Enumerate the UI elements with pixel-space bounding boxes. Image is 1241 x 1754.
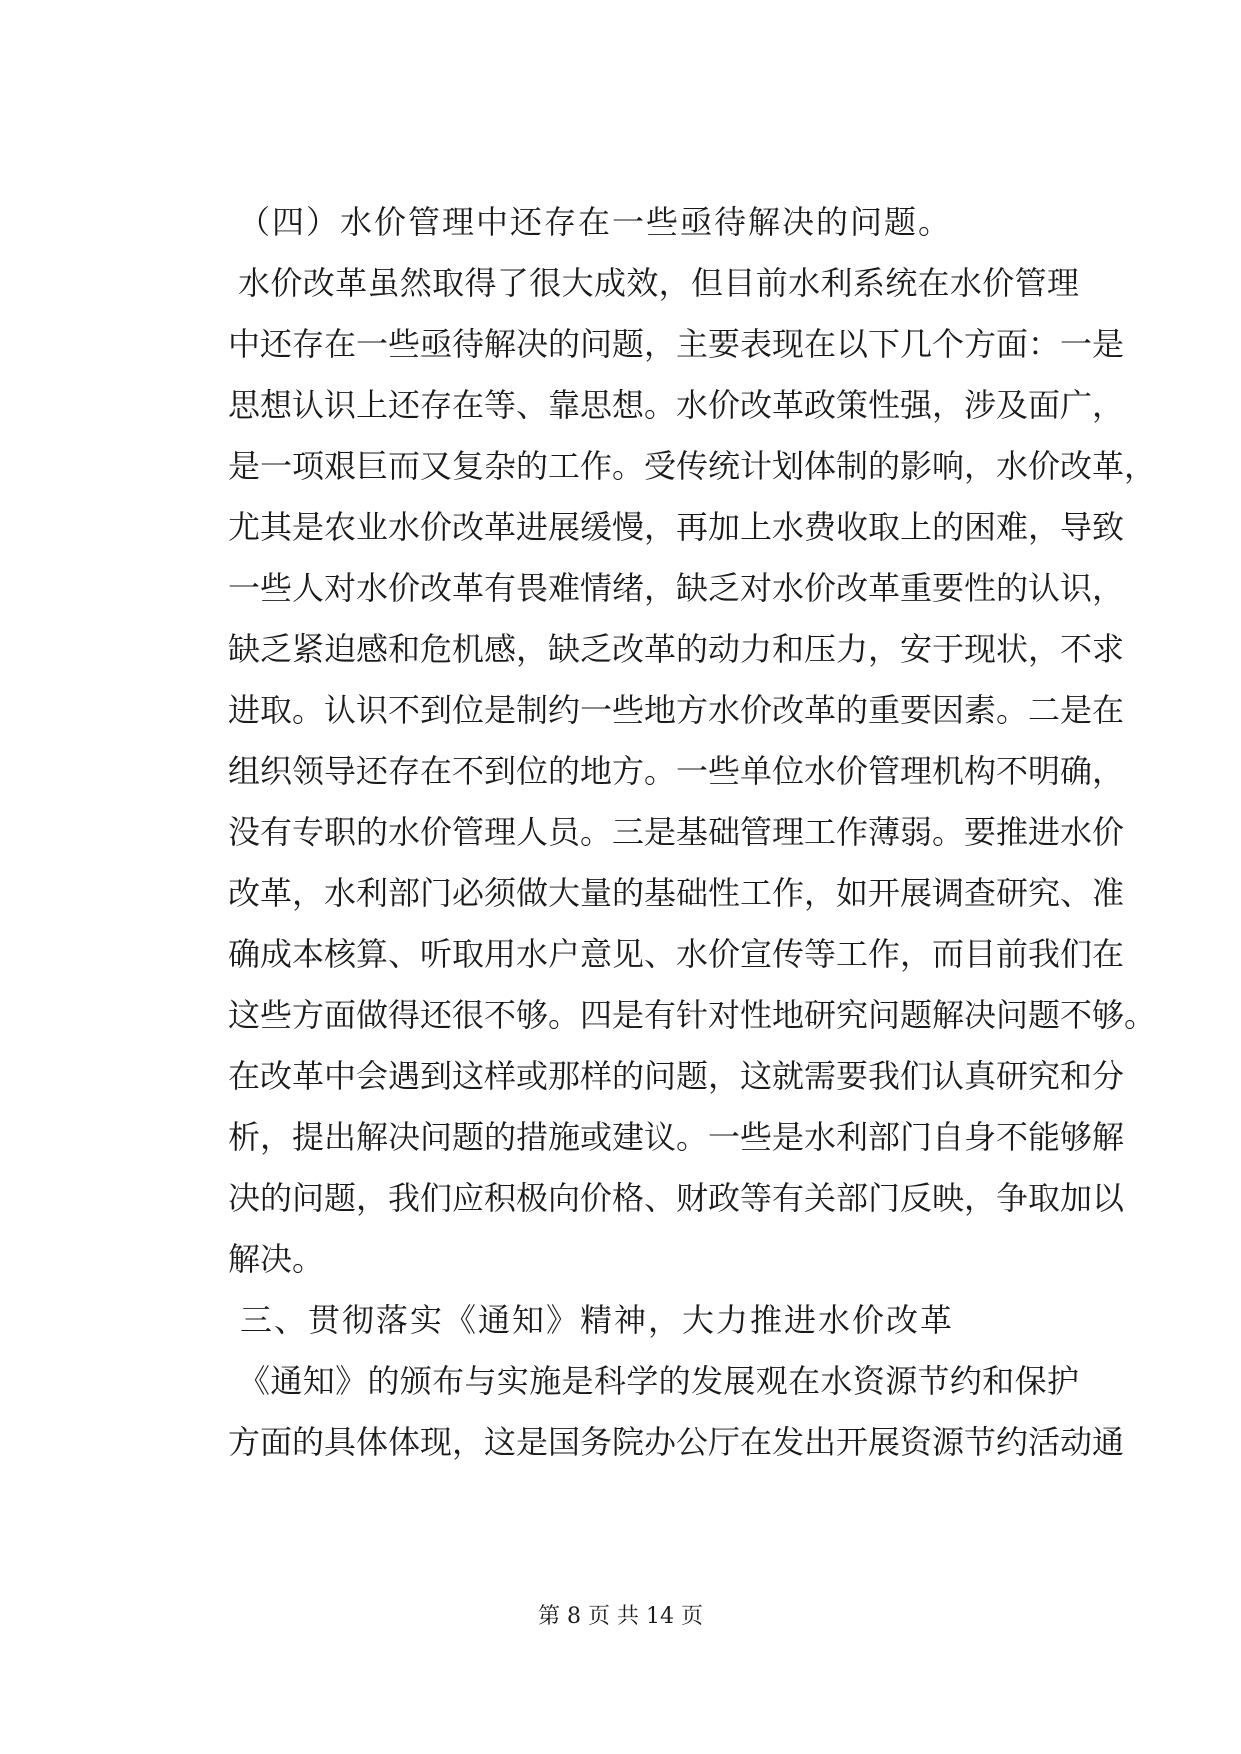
paragraph-line: 是一项艰巨而又复杂的工作。受传统计划体制的影响，水价改革， [228, 447, 1157, 485]
paragraph-1 [228, 253, 1157, 1290]
paragraph-2 [228, 1351, 1125, 1473]
paragraph-line: 组织领导还存在不到位的地方。一些单位水价管理机构不明确， [228, 752, 1125, 790]
section-heading-4: （四）水价管理中还存在一些亟待解决的问题。 [238, 203, 953, 241]
paragraph-line: 确成本核算、听取用水户意见、水价宣传等工作，而目前我们在 [228, 935, 1125, 973]
paragraph-line: 没有专职的水价管理人员。三是基础管理工作薄弱。要推进水价 [228, 813, 1125, 851]
paragraph-line: 缺乏紧迫感和危机感，缺乏改革的动力和压力，安于现状，不求 [228, 630, 1125, 668]
paragraph-line: 在改革中会遇到这样或那样的问题，这就需要我们认真研究和分 [228, 1057, 1125, 1095]
paragraph-line: 中还存在一些亟待解决的问题，主要表现在以下几个方面：一是 [228, 325, 1125, 363]
document-body [228, 192, 1157, 1473]
paragraph-line: 思想认识上还存在等、靠思想。水价改革政策性强，涉及面广， [228, 386, 1125, 424]
paragraph-line: 决的问题，我们应积极向价格、财政等有关部门反映，争取加以 [228, 1179, 1125, 1217]
paragraph-line: 方面的具体体现，这是国务院办公厅在发出开展资源节约活动通 [228, 1423, 1125, 1461]
paragraph-line: 改革，水利部门必须做大量的基础性工作，如开展调查研究、准 [228, 874, 1125, 912]
paragraph-line: 尤其是农业水价改革进展缓慢，再加上水费收取上的困难，导致 [228, 508, 1125, 546]
paragraph-line: 析，提出解决问题的措施或建议。一些是水利部门自身不能够解 [228, 1118, 1125, 1156]
paragraph-line: 水价改革虽然取得了很大成效，但目前水利系统在水价管理 [238, 264, 1079, 302]
paragraph-line: 这些方面做得还很不够。四是有针对性地研究问题解决问题不够。 [228, 996, 1157, 1034]
paragraph-line: 《通知》的颁布与实施是科学的发展观在水资源节约和保护 [238, 1362, 1079, 1400]
section-heading-3: 三、贯彻落实《通知》精神，大力推进水价改革 [240, 1301, 955, 1339]
page-footer: 第 8 页 共 14 页 [538, 1604, 703, 1629]
paragraph-line: 解决。 [228, 1240, 325, 1278]
paragraph-line: 进取。认识不到位是制约一些地方水价改革的重要因素。二是在 [228, 691, 1125, 729]
paragraph-line: 一些人对水价改革有畏难情绪，缺乏对水价改革重要性的认识， [228, 569, 1125, 607]
